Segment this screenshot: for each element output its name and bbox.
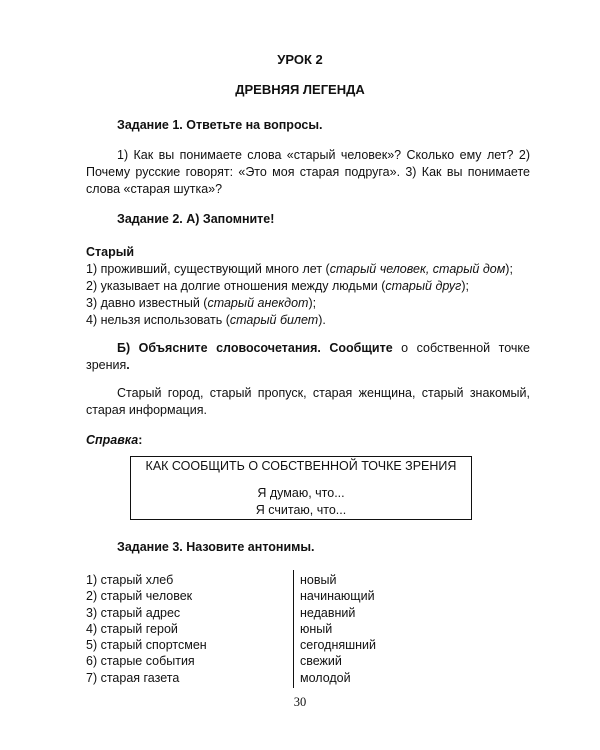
antonym-right-item: молодой (300, 670, 351, 685)
antonym-right-item: новый (300, 573, 337, 587)
meaning-1-examples: старый человек, старый дом (329, 262, 506, 276)
antonym-left-item: 5) старый спортсмен (86, 638, 207, 653)
antonym-right-item: начинающий (300, 589, 375, 604)
meaning-2-examples: старый друг (385, 279, 462, 293)
task2-phrases: Старый город, старый пропуск, старая женщина, старый знакомый, старая информация. (86, 386, 530, 417)
antonym-left-column (86, 572, 207, 686)
antonym-right-item: сегодняшний (300, 638, 377, 653)
reference-box (130, 456, 472, 520)
meaning-2: 2) указывает на долгие отношения между людьми (старый друг); (86, 279, 469, 293)
task1-heading: Задание 1. Ответьте на вопросы. (117, 118, 323, 132)
task3-heading: Задание 3. Назовите антонимы. (117, 540, 315, 554)
meaning-4-examples: старый билет (229, 313, 319, 327)
antonym-right-item: свежий (300, 654, 342, 669)
task2-heading: Задание 2. А) Запомните! (117, 212, 275, 226)
antonym-right-item: юный (300, 621, 333, 636)
legend-title: ДРЕВНЯЯ ЛЕГЕНДА (235, 82, 365, 97)
reference-box-title: КАК СООБЩИТЬ О СОБСТВЕННОЙ ТОЧКЕ ЗРЕНИЯ (145, 459, 457, 473)
reference-line-1: Я думаю, что... (257, 486, 345, 500)
antonym-right-item: недавний (300, 605, 356, 620)
antonym-left-item: 7) старая газета (86, 670, 180, 685)
meaning-3-examples: старый анекдот (207, 296, 309, 310)
antonym-left-item: 2) старый человек (86, 589, 193, 604)
antonym-left-item: 3) старый адрес (86, 605, 181, 620)
antonym-left-item: 6) старые события (86, 654, 195, 669)
task2-part-b: Б) Объясните словосочетания. Сообщите о собственной точке зрения. (86, 341, 530, 372)
reference-label: Справка: (86, 433, 143, 447)
page-number: 30 (293, 695, 307, 709)
meaning-3: 3) давно известный (старый анекдот); (86, 296, 317, 310)
antonym-right-column (300, 572, 376, 686)
meaning-1: 1) проживший, существующий много лет (старый человек, старый дом); (86, 262, 513, 276)
word-starый: Старый (86, 245, 135, 259)
antonym-left-item: 4) старый герой (86, 621, 178, 636)
antonym-divider (293, 570, 294, 688)
meaning-4: 4) нельзя использовать (старый билет). (86, 313, 326, 327)
lesson-title: УРОК 2 (277, 52, 323, 67)
reference-line-2: Я считаю, что... (255, 503, 347, 517)
antonym-left-item: 1) старый хлеб (86, 573, 174, 587)
task1-questions: 1) Как вы понимаете слова «старый человек»? Сколько ему лет? 2) Почему русские говорят: «Это моя старая подруга». 3) Как вы понимаете слова «старая шутка»? (86, 148, 530, 196)
